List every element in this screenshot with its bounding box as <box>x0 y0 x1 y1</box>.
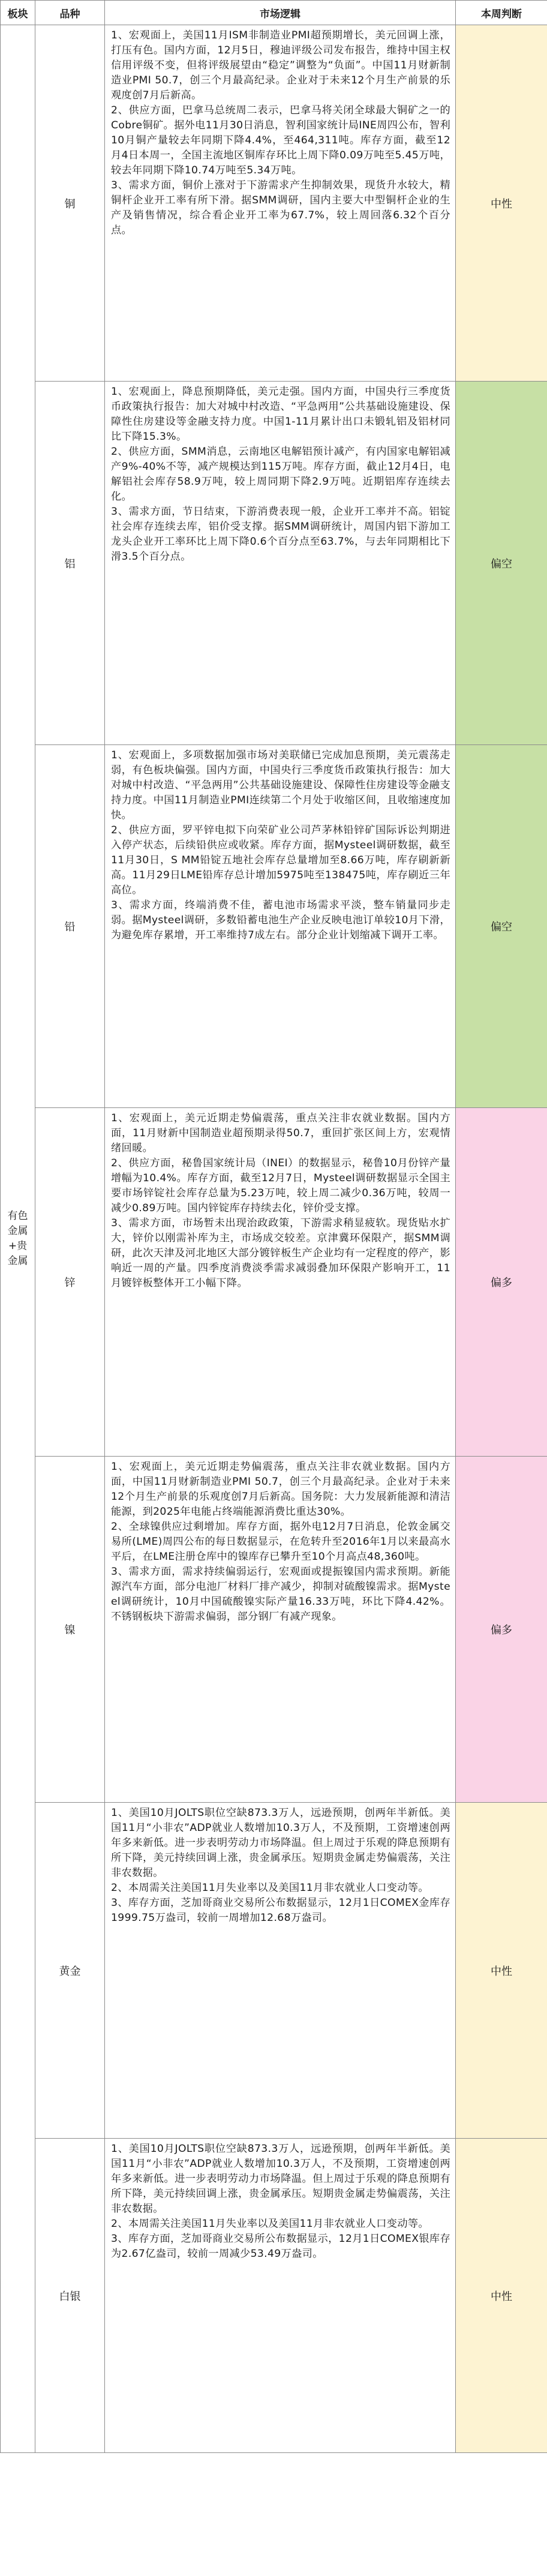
header-row <box>1 1 547 25</box>
logic-paragraph: 2、供应方面，SMM消息，云南地区电解铝预计减产，有内国家电解铝减产9%-40%不等，减产规模达到115万吨。库存方面，截止12月4日，电解铝社会库存58.9万吨，较上周同期下降2.9万吨。近期铝库存连续去化。 <box>111 446 450 503</box>
sector-label-part: 金属 <box>7 1225 28 1237</box>
weekly-judgement: 偏多 <box>456 1457 547 1803</box>
logic-paragraph: 2、全球镍供应过剩增加。库存方面，据外电12月7日消息，伦敦金属交易所(LME)周四公布的每日数据显示，在危转升至2016年1月以来最高水平后，在LME注册仓库中的镍库存已攀升至10个月高点48,360吨。 <box>111 1521 450 1563</box>
logic-paragraph: 2、供应方面，秘鲁国家统计局（INEI）的数据显示，秘鲁10月份锌产量增幅为10.4%。库存方面，截至12月7日，Mysteel调研数据显示全国主要市场锌锭社会库存总量为5.23万吨，较上周二减少0.36万吨，较周一减少0.89万吨。国内锌锭库存持续去化，锌价受支撑。 <box>111 1157 450 1214</box>
metal-name: 铝 <box>35 382 105 745</box>
table-row <box>1 1457 547 1803</box>
market-logic <box>105 1108 456 1457</box>
logic-paragraph: 1、宏观面上，美元近期走势偏震荡，重点关注非农就业数据。国内方面，中国11月财新制造业PMI 50.7，创三个月最高纪录。企业对于未来12个月生产前景的乐观度创7月后新高。国务院：大力发展新能源和清洁能源，到2025年电能占终端能源消费比重达30%。 <box>111 1461 450 1518</box>
weekly-judgement: 偏空 <box>456 382 547 745</box>
metal-name: 铜 <box>35 25 105 382</box>
logic-paragraph: 3、需求方面，铜价上涨对于下游需求产生抑制效果，现货升水较大，精铜杆企业开工率有所下滑。据SMM调研，国内主要大中型铜杆企业的生产及销售情况，综合看企业开工率为67.7%，较上周回落6.32个百分点。 <box>111 179 450 236</box>
sector-label-part: +贵 <box>8 1240 28 1252</box>
logic-paragraph: 1、美国10月JOLTS职位空缺873.3万人，远逊预期，创两年半新低。美国11月“小非农”ADP就业人数增加10.3万人，不及预期，工资增速创两年多来新低。进一步表明劳动力市场降温。但上周过于乐观的降息预期有所下降，美元持续回调上涨，贵金属承压。短期贵金属走势偏震荡，关注非农数据。 <box>111 1807 450 1879</box>
logic-paragraph: 2、本周需关注美国11月失业率以及美国11月非农就业人口变动等。 <box>111 1882 429 1894</box>
table-row <box>1 1108 547 1457</box>
market-logic <box>105 382 456 745</box>
market-logic <box>105 1803 456 2139</box>
logic-paragraph: 1、宏观面上，多项数据加强市场对美联储已完成加息预期，美元震荡走弱，有色板块偏强。国内方面，中国央行三季度货币政策执行报告：加大对城中村改造、“平急两用”公共基础设施建设、保障性住房建设等金融支持力度。中国11月制造业PMI连续第二个月处于收缩区间，且收缩速度加快。 <box>111 749 450 821</box>
market-logic <box>105 25 456 382</box>
market-logic <box>105 1457 456 1803</box>
logic-paragraph: 1、宏观面上，降息预期降低，美元走强。国内方面，中国央行三季度货币政策执行报告：加大对城中村改造、“平急两用”公共基础设施建设、保障性住房建设等金融支持力度。中国1-11月累计出口未锻轧铝及铝材同比下降15.3%。 <box>111 386 450 443</box>
logic-paragraph: 3、需求方面，需求持续偏弱运行，宏观面或提振镍国内需求预期。新能源汽车方面，部分电池厂材料厂排产减少，抑制对硫酸镍需求。据Mysteel调研统计，10月中国硫酸镍实际产量16.33万吨，环比下降4.42%。不锈钢板块下游需求偏弱，部分钢厂有减产现象。 <box>111 1566 450 1623</box>
market-logic <box>105 2139 456 2453</box>
table-row <box>1 2139 547 2453</box>
table-row <box>1 382 547 745</box>
weekly-judgement: 偏空 <box>456 745 547 1108</box>
weekly-judgement: 中性 <box>456 2139 547 2453</box>
weekly-judgement: 中性 <box>456 25 547 382</box>
header-sector: 板块 <box>1 1 35 25</box>
table-row <box>1 1803 547 2139</box>
logic-paragraph: 2、本周需关注美国11月失业率以及美国11月非农就业人口变动等。 <box>111 2218 429 2230</box>
logic-paragraph: 3、需求方面，市场暂未出现治政政策，下游需求稍显疲软。现货贴水扩大，锌价以刚需补库为主，市场成交较差。京津冀环保限产，据SMM调研，此次天津及河北地区大部分镀锌板生产企业均有一定程度的停产，影响近一周的产量。四季度消费淡季需求减弱叠加环保限产影响开工，11月镀锌板整体开工小幅下降。 <box>111 1217 450 1289</box>
table-row <box>1 25 547 382</box>
logic-paragraph: 1、宏观面上，美元近期走势偏震荡，重点关注非农就业数据。国内方面，11月财新中国制造业超预期录得50.7，重回扩张区间上方，宏观情绪回暖。 <box>111 1112 450 1154</box>
logic-paragraph: 2、供应方面，罗平锌电拟下向荣矿业公司芦茅林铅锌矿国际诉讼判期进入停产状态，后续铅供应或收紧。库存方面，据Mysteel调研数据，截至11月30日，S MM铅锭五地社会库存总量增加至8.66万吨，库存刷新新高。11月29日LME铅库存总计增加5975吨至138475吨，库存刷近三年高位。 <box>111 824 450 896</box>
header-logic: 市场逻辑 <box>105 1 456 25</box>
logic-paragraph: 3、需求方面，节日结束，下游消费表现一般，企业开工率并不高。铝锭社会库存连续去库，铝价受支撑。据SMM调研统计，周国内铝下游加工龙头企业开工率环比上周下降0.6个百分点至63.7%，与去年同期相比下滑3.5个百分点。 <box>111 506 450 563</box>
header-judgement: 本周判断 <box>456 1 547 25</box>
sector-label-part: 有色 <box>7 1210 28 1222</box>
weekly-judgement: 偏多 <box>456 1108 547 1457</box>
metal-name: 锌 <box>35 1108 105 1457</box>
metal-name: 黄金 <box>35 1803 105 2139</box>
logic-paragraph: 1、宏观面上，美国11月ISM非制造业PMI超预期增长，美元回调上涨，打压有色。国内方面，12月5日，穆迪评级公司发布报告，维持中国主权信用评级不变，但将评级展望由“稳定”调整为“负面”。中国11月财新制造业PMI 50.7，创三个月最高纪录。企业对于未来12个月生产前景的乐观度创7月后新高。 <box>111 29 450 101</box>
metal-name: 铅 <box>35 745 105 1108</box>
market-logic <box>105 745 456 1108</box>
logic-paragraph: 2、供应方面，巴拿马总统周二表示，巴拿马将关闭全球最大铜矿之一的Cobre铜矿。据外电11月30日消息，智利国家统计局INE周四公布，智利10月铜产量较去年同期下降4.4%，至464,311吨。库存方面，截至12月4日本周一，全国主流地区铜库存环比上周下降0.09万吨至5.45万吨，较去年同期下降10.74万吨至5.34万吨。 <box>111 104 450 176</box>
logic-paragraph: 3、库存方面，芝加哥商业交易所公布数据显示，12月1日COMEX金库存1999.75万盎司，较前一周增加12.68万盎司。 <box>111 1897 450 1924</box>
sector-cell <box>1 25 35 2453</box>
logic-paragraph: 3、库存方面，芝加哥商业交易所公布数据显示，12月1日COMEX银库存为2.67亿盎司，较前一周减少53.49万盎司。 <box>111 2233 450 2260</box>
logic-paragraph: 1、美国10月JOLTS职位空缺873.3万人，远逊预期，创两年半新低。美国11月“小非农”ADP就业人数增加10.3万人，不及预期，工资增速创两年多来新低。进一步表明劳动力市场降温。但上周过于乐观的降息预期有所下降，美元持续回调上涨，贵金属承压。短期贵金属走势偏震荡，关注非农数据。 <box>111 2143 450 2215</box>
table-row <box>1 745 547 1108</box>
metal-name: 镍 <box>35 1457 105 1803</box>
metal-name: 白银 <box>35 2139 105 2453</box>
header-metal: 品种 <box>35 1 105 25</box>
logic-paragraph: 3、需求方面，终端消费不佳，蓄电池市场需求平淡，整车销量同步走弱。据Mysteel调研，多数铅蓄电池生产企业反映电池订单较10月下滑，为避免库存累增，开工率维持7成左右。部分企业计划缩减下调开工率。 <box>111 899 450 941</box>
weekly-judgement: 中性 <box>456 1803 547 2139</box>
sector-label-part: 金属 <box>7 1255 28 1267</box>
